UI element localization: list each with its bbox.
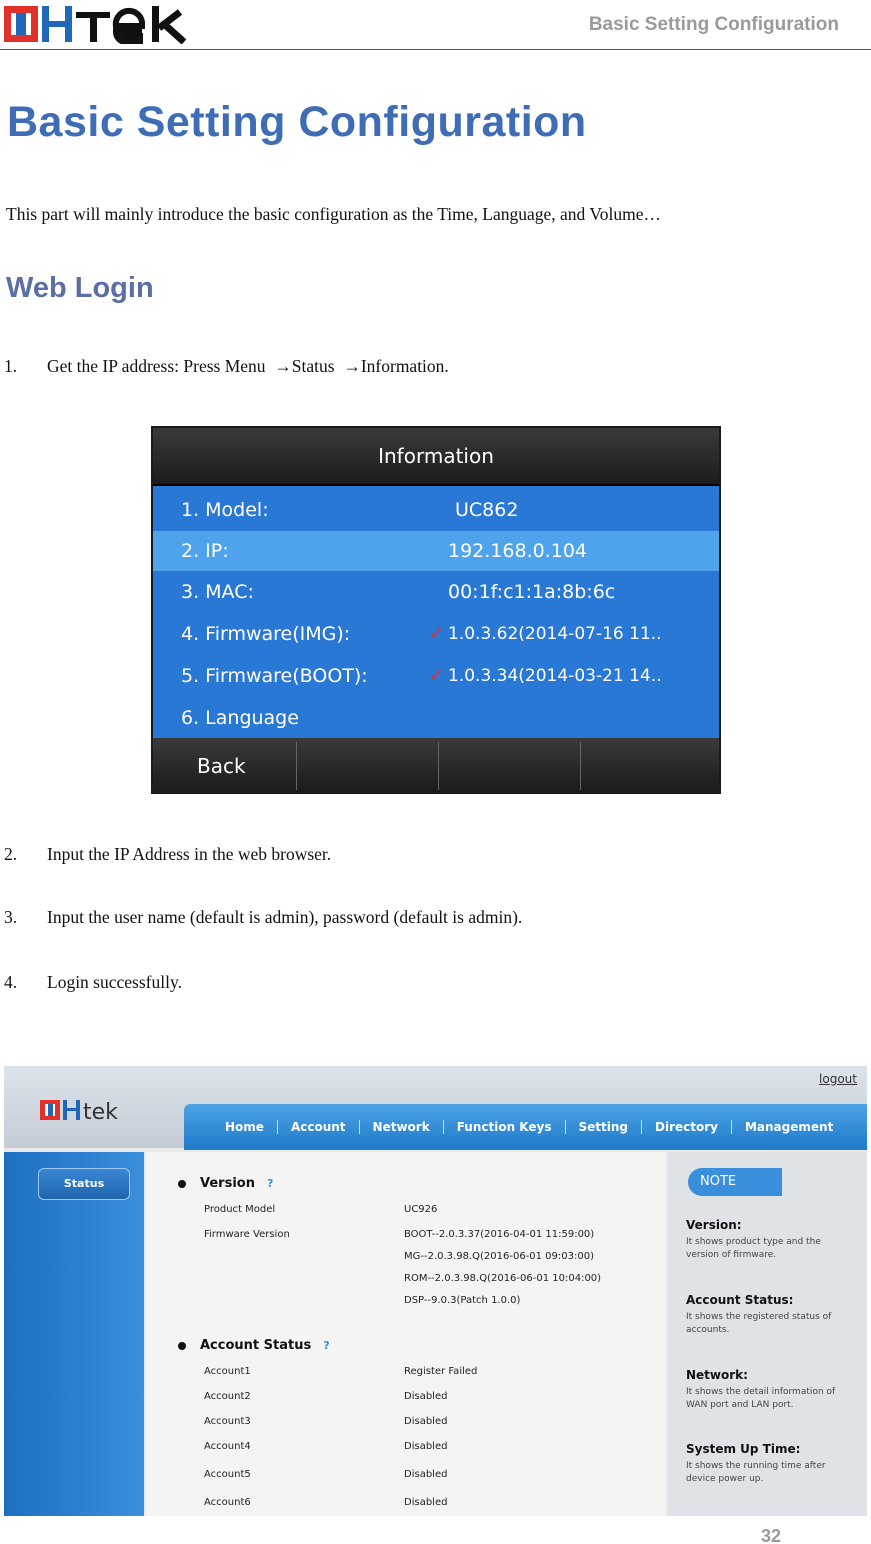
account-label: Account6 <box>204 1497 251 1508</box>
row-label: 1. Model: <box>181 499 269 521</box>
softkey-empty[interactable] <box>297 742 439 790</box>
firmware-value: MG--2.0.3.98.Q(2016-06-01 09:03:00) <box>404 1251 594 1262</box>
row-label: 4. Firmware(IMG): <box>181 623 351 645</box>
account-label: Account3 <box>204 1416 251 1427</box>
step-number: 2. <box>4 844 18 864</box>
account-status-value: Disabled <box>404 1497 448 1508</box>
nav-setting[interactable]: Setting <box>566 1120 643 1134</box>
phone-row-mac <box>153 572 719 612</box>
svg-text:tek: tek <box>83 1100 118 1122</box>
page-header <box>0 0 871 50</box>
step-number: 3. <box>4 907 18 927</box>
step-text: Input the IP Address in the web browser. <box>47 844 332 864</box>
help-icon[interactable]: ? <box>266 1177 274 1190</box>
phone-row-firmware-img <box>153 614 719 654</box>
sidebar-item-status[interactable]: Status <box>38 1168 130 1200</box>
note-panel <box>668 1152 867 1516</box>
left-sidebar <box>4 1152 144 1516</box>
intro-paragraph: This part will mainly introduce the basic configuration as the Time, Language, and Volume… <box>6 204 661 224</box>
firmware-value: BOOT--2.0.3.37(2016-04-01 11:59:00) <box>404 1229 595 1240</box>
step-text: Input the user name (default is admin), password (default is admin). <box>47 907 523 927</box>
note-title: Version: <box>686 1218 742 1232</box>
row-label: 6. Language <box>181 707 299 729</box>
nav-directory[interactable]: Directory <box>642 1120 732 1134</box>
account-label: Account4 <box>204 1441 251 1452</box>
product-model-label: Product Model <box>204 1204 276 1215</box>
account-label: Account2 <box>204 1391 251 1402</box>
note-text: It shows product type and the version of firmware. <box>686 1237 821 1260</box>
web-header <box>4 1066 867 1148</box>
note-badge: NOTE <box>688 1168 782 1196</box>
account-status-value: Disabled <box>404 1391 448 1402</box>
bullet-icon <box>178 1342 186 1350</box>
check-icon: ✓ <box>429 623 445 644</box>
phone-row-firmware-boot <box>153 656 719 696</box>
row-label: 3. MAC: <box>181 581 254 603</box>
status-content <box>146 1152 666 1516</box>
note-title: Account Status: <box>686 1293 794 1307</box>
step-number: 1. <box>4 356 18 376</box>
nav-network[interactable]: Network <box>360 1120 444 1134</box>
account-status-value: Disabled <box>404 1469 448 1480</box>
step-2 <box>4 844 331 865</box>
main-nav <box>184 1104 867 1150</box>
check-icon: ✓ <box>429 665 445 686</box>
web-status-screenshot <box>4 1066 867 1516</box>
note-text: It shows the detail information of WAN port and LAN port. <box>686 1387 836 1410</box>
row-value: UC862 <box>455 499 519 521</box>
step-1 <box>4 356 449 377</box>
account-label: Account5 <box>204 1469 251 1480</box>
htek-logo <box>40 1098 150 1122</box>
account-status-value: Register Failed <box>404 1366 478 1377</box>
page-title: Basic Setting Configuration <box>7 98 587 146</box>
version-section-title: Version ? <box>178 1176 273 1191</box>
row-value: 00:1f:c1:1a:8b:6c <box>448 581 616 603</box>
account-status-section-title: Account Status ? <box>178 1338 330 1353</box>
header-title: Basic Setting Configuration <box>588 14 839 35</box>
phone-screen-title: Information <box>153 428 719 486</box>
nav-management[interactable]: Management <box>744 1120 834 1134</box>
phone-row-model <box>153 490 719 530</box>
step-text: Get the IP address: Press Menu →Status →Information. <box>47 356 449 376</box>
note-text: It shows the registered status of accounts. <box>686 1312 832 1335</box>
step-text: Login successfully. <box>47 972 182 992</box>
bullet-icon <box>178 1180 186 1188</box>
row-label: 5. Firmware(BOOT): <box>181 665 368 687</box>
page-number: 32 <box>760 1526 781 1544</box>
nav-function-keys[interactable]: Function Keys <box>444 1120 566 1134</box>
section-heading: Web Login <box>6 272 154 304</box>
htek-logo <box>4 4 192 44</box>
step-3 <box>4 907 522 928</box>
back-softkey[interactable]: Back <box>153 742 297 790</box>
firmware-value: DSP--9.0.3(Patch 1.0.0) <box>404 1295 521 1306</box>
row-label: 2. IP: <box>181 540 229 562</box>
phone-information-screen <box>151 426 721 794</box>
logout-link[interactable]: logout <box>819 1072 857 1086</box>
row-value: 192.168.0.104 <box>448 540 588 562</box>
row-value: 1.0.3.62(2014-07-16 11.. <box>448 624 662 644</box>
help-icon[interactable]: ? <box>323 1339 330 1352</box>
nav-home[interactable]: Home <box>212 1120 278 1134</box>
note-title: Network: <box>686 1368 748 1382</box>
step-4 <box>4 972 182 993</box>
softkey-empty[interactable] <box>439 742 581 790</box>
phone-row-ip <box>153 531 719 571</box>
firmware-value: ROM--2.0.3.98.Q(2016-06-01 10:04:00) <box>404 1273 602 1284</box>
account-label: Account1 <box>204 1366 251 1377</box>
phone-softkey-bar <box>153 738 719 794</box>
note-text: It shows the running time after device power up. <box>686 1461 826 1484</box>
note-title: System Up Time: <box>686 1442 801 1456</box>
phone-row-language <box>153 698 719 738</box>
row-value: 1.0.3.34(2014-03-21 14.. <box>448 666 662 686</box>
product-model-value: UC926 <box>404 1204 438 1215</box>
firmware-label: Firmware Version <box>204 1229 290 1240</box>
account-status-value: Disabled <box>404 1416 448 1427</box>
step-number: 4. <box>4 972 18 992</box>
account-status-value: Disabled <box>404 1441 448 1452</box>
nav-account[interactable]: Account <box>278 1120 360 1134</box>
